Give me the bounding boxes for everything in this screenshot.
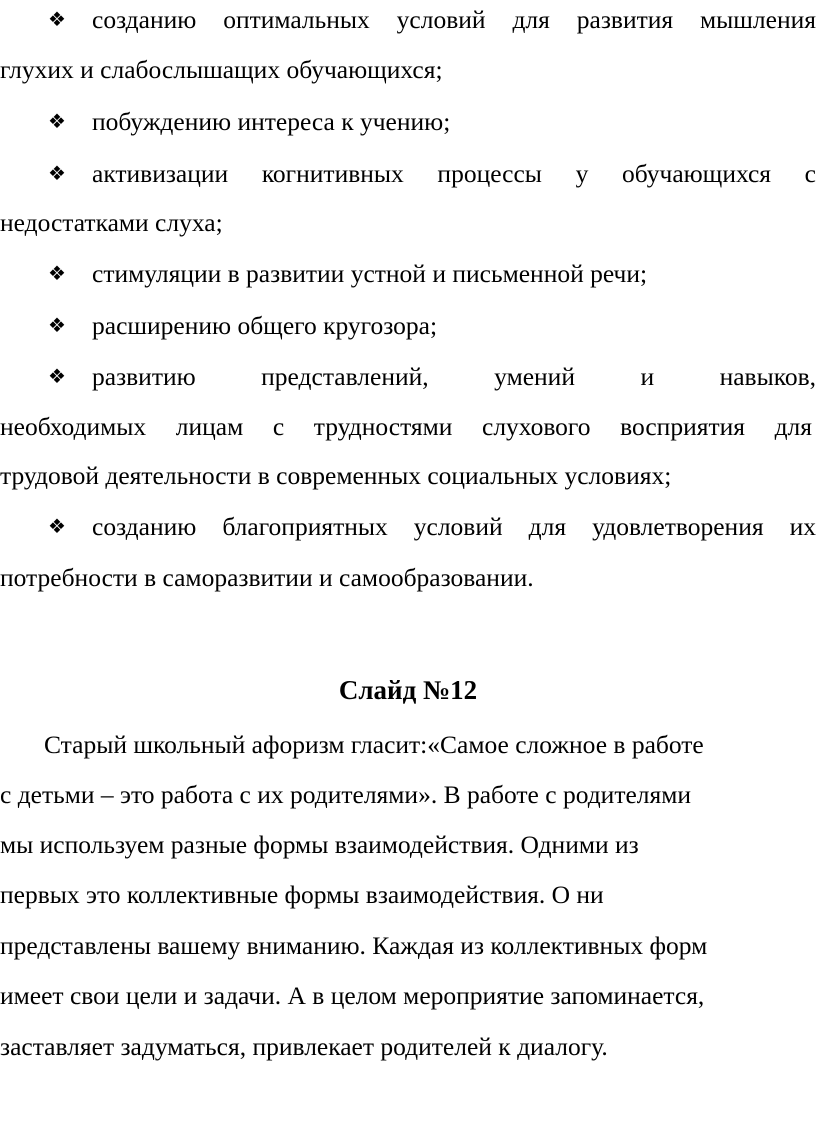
bullet-item-5 [0,310,816,342]
paragraph-line: с детьми – это работа с их родителями». В работе с родителями [0,780,692,809]
diamond-bullet-icon: ❖ [48,163,66,185]
diamond-bullet-icon: ❖ [48,263,66,285]
paragraph-line: представлены вашему вниманию. Каждая из коллективных форм [0,931,708,960]
diamond-bullet-icon: ❖ [48,9,66,31]
diamond-bullet-icon: ❖ [48,516,66,538]
bullet-continuation: необходимых лицам с трудностями слухового восприятия для [0,412,812,441]
bullet-text: стимуляции в развитии устной и письменной речи; [92,259,648,288]
bullet-continuation: потребности в саморазвитии и самообразовании. [0,563,534,592]
bullet-continuation: глухих и слабослышащих обучающихся; [0,55,443,84]
bullet-continuation: трудовой деятельности в современных социальных условиях; [0,461,672,490]
bullet-text: расширению общего кругозора; [92,311,438,340]
bullet-text: развитию представлений, умений и навыков, [92,362,816,391]
bullet-item-7 [0,511,816,543]
bullet-item-6 [0,361,816,393]
paragraph-line: первых это коллективные формы взаимодействия. О ни [0,880,604,909]
bullet-text: созданию оптимальных условий для развития мышления [92,5,816,34]
slide-title: Слайд №12 [338,675,478,705]
paragraph-line: имеет свои цели и задачи. А в целом мероприятие запоминается, [0,981,705,1010]
bullet-text: побуждению интереса к учению; [92,107,451,136]
bullet-continuation: недостатками слуха; [0,208,223,237]
diamond-bullet-icon: ❖ [48,366,66,388]
paragraph-line: Старый школьный афоризм гласит:«Самое сложное в работе [44,730,704,759]
paragraph-line: мы используем разные формы взаимодействия. Одними из [0,830,639,859]
bullet-item-3 [0,158,816,190]
paragraph-line: заставляет задуматься, привлекает родителей к диалогу. [0,1032,608,1061]
bullet-item-4 [0,258,816,290]
diamond-bullet-icon: ❖ [48,315,66,337]
bullet-item-2 [0,106,816,138]
bullet-text: созданию благоприятных условий для удовлетворения их [92,512,816,541]
bullet-item-1 [0,4,816,36]
diamond-bullet-icon: ❖ [48,111,66,133]
bullet-text: активизации когнитивных процессы у обучающихся с [92,159,816,188]
